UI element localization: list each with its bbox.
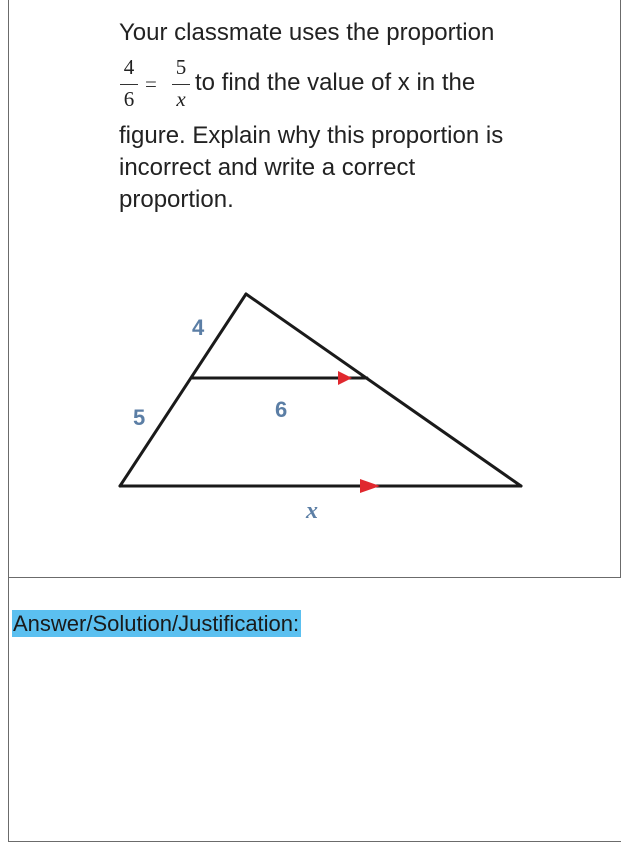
left-border <box>8 0 9 842</box>
parallel-arrow-inner <box>338 371 352 385</box>
section-divider <box>8 577 621 578</box>
question-line-3: figure. Explain why this proportion is <box>119 122 504 149</box>
bottom-border <box>8 841 621 842</box>
answer-label: Answer/Solution/Justification: <box>13 611 300 636</box>
left-side <box>120 294 246 486</box>
equals-sign: = <box>145 72 157 96</box>
left-denominator: 6 <box>123 87 135 111</box>
question-line-1: Your classmate uses the proportion <box>119 19 495 46</box>
label-x: x <box>306 498 318 524</box>
label-5: 5 <box>133 405 146 430</box>
question-line-5: proportion. <box>119 186 234 213</box>
left-numerator: 4 <box>123 55 135 79</box>
label-4: 4 <box>192 315 205 340</box>
question-line-4: incorrect and write a correct <box>119 154 416 181</box>
right-numerator: 5 <box>175 55 187 79</box>
label-6: 6 <box>275 397 288 422</box>
right-fraction <box>171 56 191 114</box>
triangle-figure <box>100 280 540 530</box>
right-denominator: x <box>176 87 186 111</box>
right-side <box>246 294 521 486</box>
parallel-arrow-base <box>360 479 380 493</box>
question-line-2: to find the value of x in the <box>195 69 476 96</box>
left-fraction <box>119 56 139 114</box>
fraction-bar <box>172 84 190 85</box>
right-border <box>620 0 621 578</box>
fraction-bar <box>120 84 138 85</box>
